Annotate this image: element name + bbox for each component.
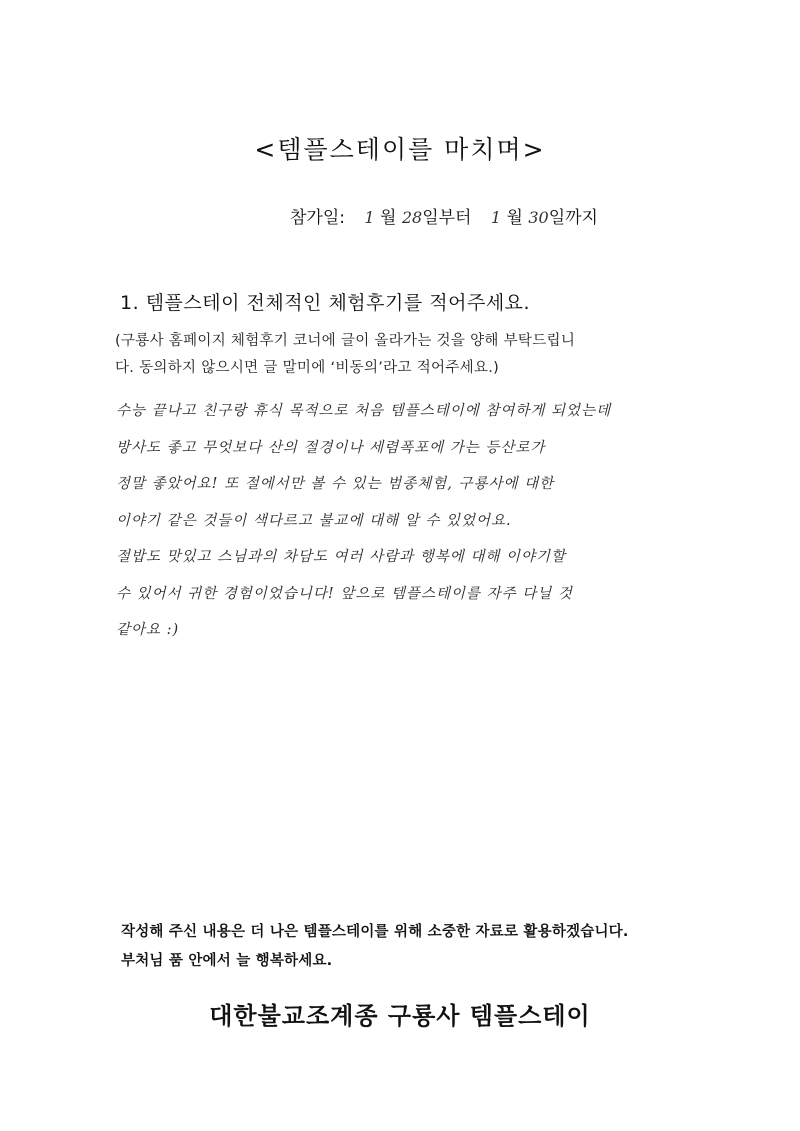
handwritten-answer xyxy=(116,393,716,649)
start-month: 1 xyxy=(364,208,375,227)
participation-label: 참가일: xyxy=(290,208,345,228)
organization-footer: 대한불교조계종 구룡사 템플스테이 xyxy=(209,1002,591,1030)
end-suffix: 일까지 xyxy=(548,208,598,228)
answer-line: 절밥도 맛있고 스님과의 차담도 여러 사람과 행복에 대해 이야기할 xyxy=(116,549,567,565)
consent-note xyxy=(115,328,705,382)
question-number: 1. xyxy=(120,292,140,314)
participation-dates xyxy=(290,203,598,228)
end-month: 1 xyxy=(490,208,502,227)
question-text: 템플스테이 전체적인 체험후기를 적어주세요. xyxy=(145,292,531,314)
question-heading xyxy=(120,288,530,315)
note-line: 다. 동의하지 않으시면 글 말미에 ‘비동의’라고 적어주세요.) xyxy=(115,360,500,376)
answer-line: 정말 좋았어요! 또 절에서만 볼 수 있는 범종체험, 구룡사에 대한 xyxy=(116,476,555,492)
end-day: 30 xyxy=(528,208,549,227)
start-month-unit: 월 xyxy=(380,208,397,228)
closing-message xyxy=(121,918,629,976)
answer-line: 수 있어서 귀한 경험이었습니다! 앞으로 템플스테이를 자주 다닐 것 xyxy=(116,585,573,602)
answer-line: 같아요 :) xyxy=(116,622,180,638)
note-line: (구룡사 홈페이지 체험후기 코너에 글이 올라가는 것을 양해 부탁드립니 xyxy=(115,333,576,349)
closing-line: 작성해 주신 내용은 더 나은 템플스테이를 위해 소중한 자료로 활용하겠습니다. xyxy=(121,924,629,940)
document-title: <템플스테이를 마치며> xyxy=(254,135,546,164)
answer-line: 이야기 같은 것들이 색다르고 불교에 대해 알 수 있었어요. xyxy=(116,512,512,529)
start-day: 28 xyxy=(401,208,423,227)
answer-line: 방사도 좋고 무엇보다 산의 절경이나 세렴폭포에 가는 등산로가 xyxy=(116,439,546,456)
end-month-unit: 월 xyxy=(506,208,523,228)
answer-line: 수능 끝나고 친구랑 휴식 목적으로 처음 템플스테이에 참여하게 되었는데 xyxy=(116,403,612,419)
start-suffix: 일부터 xyxy=(422,208,472,228)
closing-line: 부처님 품 안에서 늘 행복하세요. xyxy=(121,953,333,969)
